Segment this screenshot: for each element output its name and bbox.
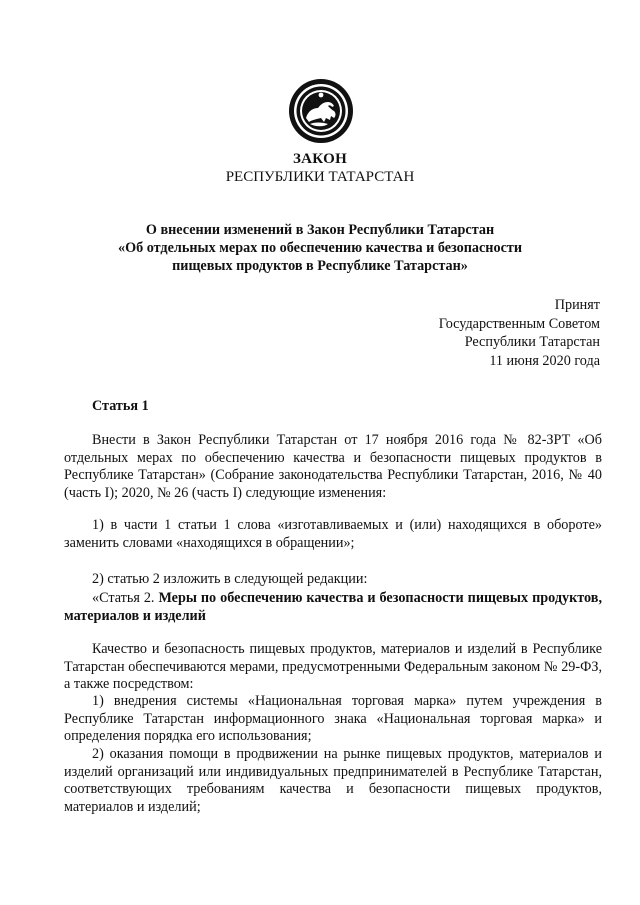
paragraph-text: 1) в части 1 статьи 1 слова «изготавливаемых и (или) находящихся в обороте» заменить словами «находящихся в обращении»; [64,517,602,551]
body-paragraph [64,693,602,746]
coat-of-arms-emblem [288,78,354,144]
adopted-date: 11 июня 2020 года [489,352,600,369]
law-subject [0,221,640,275]
subject-line-3: пищевых продуктов в Республике Татарстан» [172,258,468,274]
subject-line-2: «Об отдельных мерах по обеспечению качества и безопасности [117,240,523,256]
law-title: ЗАКОН [292,151,348,167]
adopted-label: Принят [554,297,600,313]
article-heading: Статья 1 [92,398,149,414]
article-2-prefix: «Статья 2. [92,590,159,606]
adopted-body: Государственным Советом [438,315,600,332]
subject-line-1: О внесении изменений в Закон Республики Татарстан [145,222,495,238]
adopted-republic: Республики Татарстан [464,334,600,350]
paragraph-text: Внести в Закон Республики Татарстан от 17 ноября 2016 года № 82-ЗРТ «Об отдельных мерах по обеспечению качества и безопасности пищевых продуктов в Республике Татарстан» (Собрание законодательства Республики Татарстан, 2016, № 40 (часть I); 2020, № 26 (часть I) следующие изменения: [64,432,602,501]
paragraph-text: 2) статью 2 изложить в следующей редакции: [92,571,368,587]
body-paragraph [64,432,602,502]
article-2-heading [64,590,602,625]
republic-name: РЕСПУБЛИКИ ТАТАРСТАН [225,169,415,185]
paragraph-text: Качество и безопасность пищевых продуктов, материалов и изделий в Республике Татарстан обеспечиваются мерами, предусмотренными Федеральным законом № 29-ФЗ, а также посредством: [64,641,602,693]
body-paragraph [64,571,602,589]
adoption-block [439,296,600,370]
article-2-title: Меры по обеспечению качества и безопасности пищевых продуктов, материалов и изделий [64,590,602,624]
body-paragraph [64,746,602,816]
body-paragraph [64,641,602,694]
paragraph-text: 1) внедрения системы «Национальная торговая марка» путем учреждения в Республике Татарстан информационного знака «Национальная торговая марка» и определения порядка его использования; [64,693,602,745]
paragraph-text: 2) оказания помощи в продвижении на рынке пищевых продуктов, материалов и изделий организаций или индивидуальных предпринимателей в Республике Татарстан, соответствующих требованиям качества и безопасности пищевых продуктов, материалов и изделий; [64,746,602,815]
body-paragraph [64,517,602,552]
